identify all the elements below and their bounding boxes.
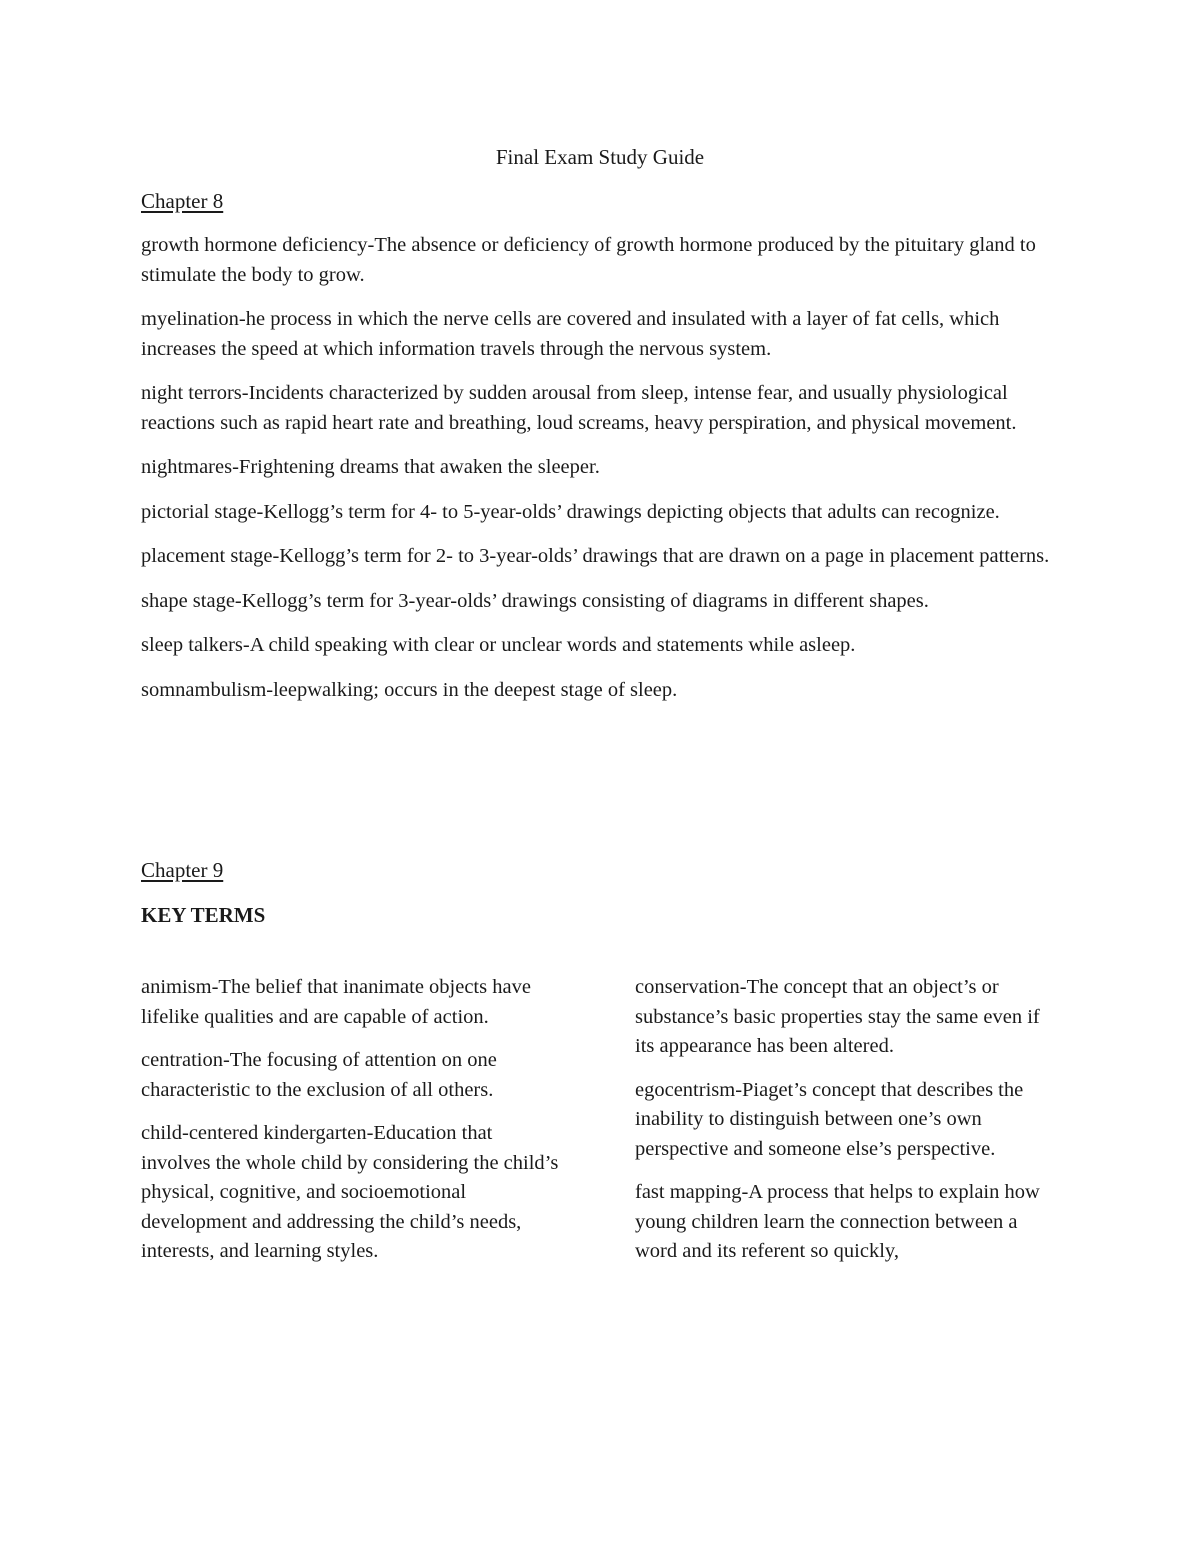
term-centration: centration-The focusing of attention on one characteristic to the exclusion of all others.: [141, 1049, 497, 1101]
term-somnambulism: somnambulism-leepwalking; occurs in the deepest stage of sleep.: [141, 678, 678, 701]
term-egocentrism: egocentrism-Piaget’s concept that describes the inability to distinguish between one’s own perspective and someone else’s perspective.: [635, 1078, 1024, 1160]
key-terms-left-column: [141, 973, 566, 1281]
document-title: Final Exam Study Guide: [495, 145, 705, 169]
term-myelination: myelination-he process in which the nerve cells are covered and insulated with a layer of fat cells, which increases the speed at which information travels through the nervous system.: [141, 308, 1000, 360]
chapter-9-heading: Chapter 9: [141, 858, 224, 882]
term-growth-hormone-deficiency: growth hormone deficiency-The absence or deficiency of growth hormone produced by the pituitary gland to stimulate the body to grow.: [141, 234, 1036, 286]
key-terms-heading: KEY TERMS: [141, 903, 266, 927]
term-fast-mapping: fast mapping-A process that helps to explain how young children learn the connection between a word and its referent so quickly,: [635, 1181, 1040, 1262]
term-conservation: conservation-The concept that an object’s or substance’s basic properties stay the same even if its appearance has been altered.: [635, 976, 1040, 1057]
term-night-terrors: night terrors-Incidents characterized by sudden arousal from sleep, intense fear, and usually physiological reactions such as rapid heart rate and breathing, loud screams, heavy perspiration, and physical movement.: [141, 382, 1017, 434]
term-child-centered-kindergarten: child-centered kindergarten-Education that involves the whole child by considering the child’s physical, cognitive, and socioemotional development and addressing the child’s needs, interests, and learning styles.: [141, 1122, 559, 1262]
term-sleep-talkers: sleep talkers-A child speaking with clear or unclear words and statements while asleep.: [141, 634, 856, 656]
term-nightmares: nightmares-Frightening dreams that awaken the sleeper.: [141, 456, 600, 478]
chapter-8-term-list: [141, 231, 1061, 720]
chapter-8-heading: Chapter 8: [141, 189, 224, 213]
term-placement-stage: placement stage-Kellogg’s term for 2- to 3-year-olds’ drawings that are drawn on a page in placement patterns.: [141, 545, 1050, 567]
term-animism: animism-The belief that inanimate objects have lifelike qualities and are capable of action.: [141, 976, 531, 1028]
key-terms-right-column: [635, 973, 1060, 1281]
term-shape-stage: shape stage-Kellogg’s term for 3-year-olds’ drawings consisting of diagrams in different shapes.: [141, 589, 929, 612]
term-pictorial-stage: pictorial stage-Kellogg’s term for 4- to 5-year-olds’ drawings depicting objects that adults can recognize.: [141, 500, 1000, 523]
